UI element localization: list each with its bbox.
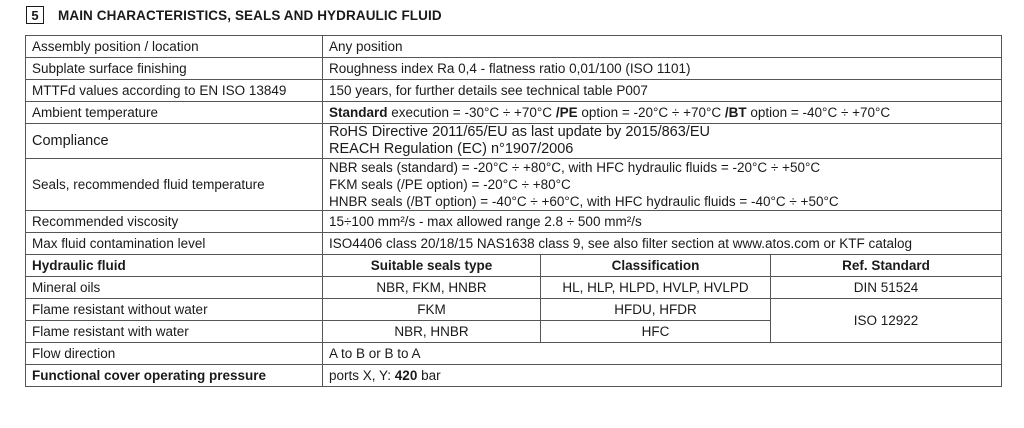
ambient-label: Ambient temperature	[26, 102, 323, 124]
ambient-bt-text: option = -40°C ÷ +70°C	[746, 105, 891, 120]
compliance-line-2: REACH Regulation (EC) n°1907/2006	[329, 141, 574, 157]
compliance-value	[323, 124, 1002, 159]
viscosity-value: 15÷100 mm²/s - max allowed range 2.8 ÷ 500 mm²/s	[323, 211, 1002, 233]
ambient-standard-text: execution = -30°C ÷ +70°C	[387, 105, 556, 120]
mttfd-label: MTTFd values according to EN ISO 13849	[26, 80, 323, 102]
contamination-label: Max fluid contamination level	[26, 233, 323, 255]
row-ambient	[26, 102, 1002, 124]
seals-line-2: FKM seals (/PE option) = -20°C ÷ +80°C	[329, 177, 571, 192]
row-compliance	[26, 124, 1002, 159]
assembly-label: Assembly position / location	[26, 36, 323, 58]
fluid-table-header	[26, 255, 1002, 277]
header-seals-type: Suitable seals type	[323, 255, 541, 277]
ambient-pe-bold: /PE	[555, 105, 578, 120]
fluid-standard: DIN 51524	[771, 277, 1002, 299]
ambient-pe-text: option = -20°C ÷ +70°C	[577, 105, 725, 120]
characteristics-table	[25, 35, 1002, 387]
ambient-standard-bold: Standard	[329, 105, 388, 120]
row-flow-direction	[26, 343, 1002, 365]
ambient-value	[323, 102, 1002, 124]
row-operating-pressure	[26, 365, 1002, 387]
header-classification: Classification	[541, 255, 771, 277]
section-header	[26, 6, 442, 24]
fluid-name: Flame resistant with water	[26, 321, 323, 343]
fluid-classification: HFC	[541, 321, 771, 343]
fluid-seals: FKM	[323, 299, 541, 321]
assembly-value: Any position	[323, 36, 1002, 58]
fluid-row-without-water	[26, 299, 1002, 321]
header-ref-standard: Ref. Standard	[771, 255, 1002, 277]
compliance-line-1: RoHS Directive 2011/65/EU as last update by 2015/863/EU	[329, 124, 710, 140]
row-seals	[26, 159, 1002, 211]
pressure-prefix: ports X, Y:	[329, 368, 395, 383]
subplate-value: Roughness index Ra 0,4 - flatness ratio 0,01/100 (ISO 1101)	[323, 58, 1002, 80]
row-assembly	[26, 36, 1002, 58]
row-subplate	[26, 58, 1002, 80]
contamination-value: ISO4406 class 20/18/15 NAS1638 class 9, see also filter section at www.atos.com or KTF catalog	[323, 233, 1002, 255]
fluid-name: Flame resistant without water	[26, 299, 323, 321]
flow-label: Flow direction	[26, 343, 323, 365]
compliance-label: Compliance	[26, 124, 323, 159]
pressure-label: Functional cover operating pressure	[26, 365, 323, 387]
seals-value	[323, 159, 1002, 211]
pressure-unit: bar	[417, 368, 441, 383]
fluid-row-mineral-oils	[26, 277, 1002, 299]
header-hydraulic-fluid: Hydraulic fluid	[26, 255, 323, 277]
row-viscosity	[26, 211, 1002, 233]
row-contamination	[26, 233, 1002, 255]
fluid-classification: HL, HLP, HLPD, HVLP, HVLPD	[541, 277, 771, 299]
section-number: 5	[26, 6, 44, 24]
subplate-label: Subplate surface finishing	[26, 58, 323, 80]
pressure-number: 420	[394, 368, 418, 383]
seals-label: Seals, recommended fluid temperature	[26, 159, 323, 211]
pressure-value	[323, 365, 1002, 387]
viscosity-label: Recommended viscosity	[26, 211, 323, 233]
flow-value: A to B or B to A	[323, 343, 1002, 365]
fluid-standard-shared: ISO 12922	[771, 299, 1002, 343]
mttfd-value: 150 years, for further details see technical table P007	[323, 80, 1002, 102]
fluid-seals: NBR, HNBR	[323, 321, 541, 343]
section-title: MAIN CHARACTERISTICS, SEALS AND HYDRAULIC FLUID	[58, 7, 442, 23]
seals-line-3: HNBR seals (/BT option) = -40°C ÷ +60°C, with HFC hydraulic fluids = -40°C ÷ +50°C	[329, 194, 839, 209]
fluid-name: Mineral oils	[26, 277, 323, 299]
row-mttfd	[26, 80, 1002, 102]
ambient-bt-bold: /BT	[724, 105, 747, 120]
seals-line-1: NBR seals (standard) = -20°C ÷ +80°C, with HFC hydraulic fluids = -20°C ÷ +50°C	[329, 160, 821, 175]
fluid-classification: HFDU, HFDR	[541, 299, 771, 321]
fluid-seals: NBR, FKM, HNBR	[323, 277, 541, 299]
